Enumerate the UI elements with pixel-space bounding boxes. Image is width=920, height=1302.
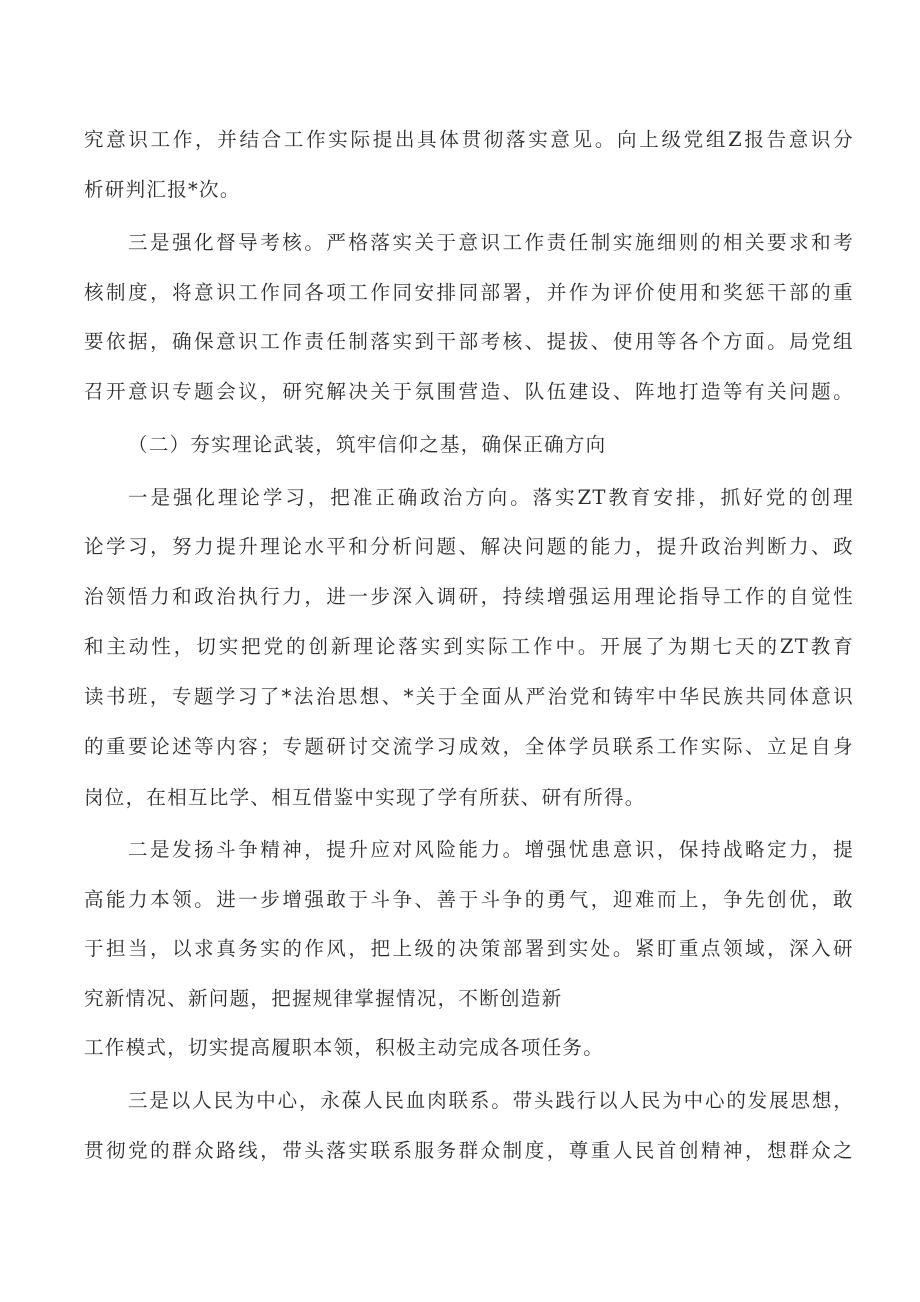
text-line: 贯彻党的群众路线，带头落实联系服务群众制度，尊重人民首创精神，想群众之	[84, 1139, 854, 1162]
text-line: 核制度，将意识工作同各项工作同安排同部署，并作为评价使用和奖惩干部的重	[84, 281, 854, 304]
paragraph-start-line: 二是发扬斗争精神，提升应对风险能力。增强忧患意识，保持战略定力，提	[128, 838, 854, 861]
paragraph-start-line: 三是以人民为中心，永葆人民血肉联系。带头践行以人民为中心的发展思想，	[128, 1089, 854, 1112]
text-line: 工作模式，切实提高履职本领，积极主动完成各项任务。	[84, 1036, 605, 1059]
text-line: 要依据，确保意识工作责任制落实到干部考核、提拔、使用等各个方面。局党组	[84, 330, 854, 353]
text-line: 高能力本领。进一步增强敢于斗争、善于斗争的勇气，迎难而上，争先创优，敢	[84, 888, 854, 911]
text-line: 析研判汇报*次。	[84, 178, 241, 201]
text-line: 究意识工作，并结合工作实际提出具体贯彻落实意见。向上级党组Z报告意识分	[84, 128, 854, 151]
paragraph-start-line: 三是强化督导考核。严格落实关于意识工作责任制实施细则的相关要求和考	[128, 231, 854, 254]
paragraph-start-line: 一是强化理论学习，把准正确政治方向。落实ZT教育安排，抓好党的创理	[128, 486, 854, 509]
text-line: 的重要论述等内容；专题研讨交流学习成效，全体学员联系工作实际、立足自身	[84, 735, 854, 758]
section-heading: （二）夯实理论武装，筑牢信仰之基，确保正确方向	[128, 433, 607, 456]
text-line: 治领悟力和政治执行力，进一步深入调研，持续增强运用理论指导工作的自觉性	[84, 585, 854, 608]
text-line: 召开意识专题会议，研究解决关于氛围营造、队伍建设、阵地打造等有关问题。	[84, 380, 854, 403]
text-line: 于担当，以求真务实的作风，把上级的决策部署到实处。紧盯重点领域，深入研	[84, 937, 854, 960]
text-line: 和主动性，切实把党的创新理论落实到实际工作中。开展了为期七天的ZT教育	[84, 635, 854, 658]
text-line: 岗位，在相互比学、相互借鉴中实现了学有所获、研有所得。	[84, 786, 646, 809]
text-line: 论学习，努力提升理论水平和分析问题、解决问题的能力，提升政治判断力、政	[84, 535, 854, 558]
text-line: 究新情况、新问题，把握规律掌握情况，不断创造新	[84, 987, 563, 1010]
text-line: 读书班，专题学习了*法治思想、*关于全面从严治党和铸牢中华民族共同体意识	[84, 685, 854, 708]
